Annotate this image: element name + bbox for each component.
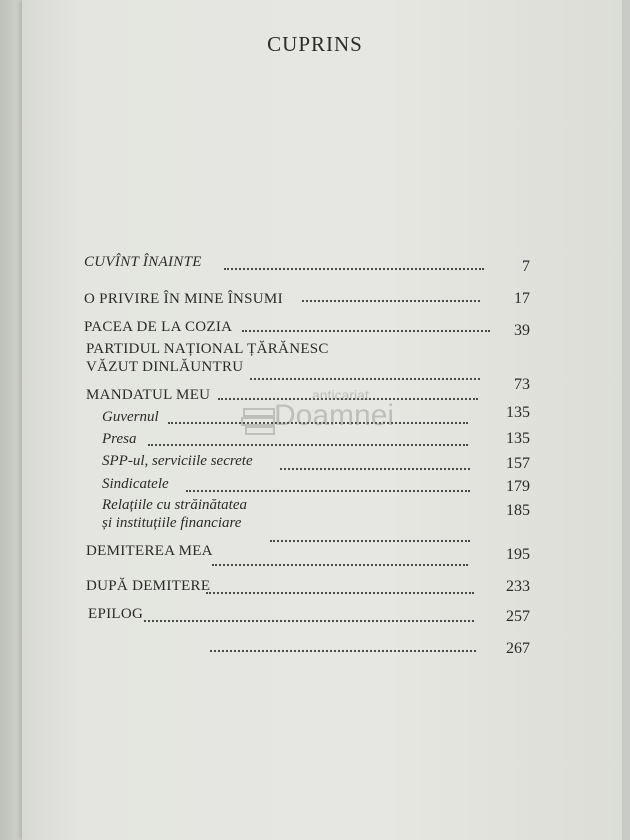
dot-leader [302, 300, 480, 302]
toc-entry-relatiile-line1: Relațiile cu străinătatea [102, 497, 247, 513]
toc-page-number: 195 [506, 546, 530, 563]
watermark-logo [240, 385, 420, 455]
toc-entry-demiterea-mea: DEMITEREA MEA [86, 543, 213, 559]
toc-page-number: 17 [514, 290, 530, 307]
dot-leader [270, 540, 470, 542]
toc-entry-spp: SPP-ul, serviciile secrete [102, 453, 253, 469]
toc-page-number: 179 [506, 478, 530, 495]
toc-page-number: 135 [506, 430, 530, 447]
dot-leader [210, 650, 476, 652]
toc-page-number: 267 [506, 640, 530, 657]
page-title: CUPRINS [267, 32, 363, 56]
dot-leader [186, 490, 470, 492]
dot-leader [280, 468, 470, 470]
toc-page-number: 233 [506, 578, 530, 595]
toc-page-number: 7 [522, 258, 530, 275]
toc-entry-partidul-line1: PARTIDUL NAȚIONAL ȚĂRĂNESC [86, 341, 329, 357]
watermark-small-text: anticariat [312, 387, 369, 403]
toc-page-number: 39 [514, 322, 530, 339]
toc-page-number: 257 [506, 608, 530, 625]
toc-entry-relatiile-line2: și instituțiile financiare [102, 515, 242, 531]
toc-entry-partidul-line2: VĂZUT DINLĂUNTRU [86, 359, 244, 375]
dot-leader [206, 592, 474, 594]
dot-leader [242, 330, 490, 332]
book-spine-shadow [0, 0, 22, 840]
toc-entry-sindicatele: Sindicatele [102, 476, 169, 492]
toc-entry-cuvint-inainte: CUVÎNT ÎNAINTE [84, 254, 202, 270]
toc-page-number: 157 [506, 455, 530, 472]
toc-page-number: 185 [506, 502, 530, 519]
toc-entry-guvernul: Guvernul [102, 409, 159, 425]
toc-entry-pacea-de-la-cozia: PACEA DE LA COZIA [84, 319, 233, 335]
watermark-big-text: Doamnei [274, 399, 395, 432]
toc-entry-presa: Presa [102, 431, 137, 447]
dot-leader [144, 620, 474, 622]
toc-entry-o-privire: O PRIVIRE ÎN MINE ÎNSUMI [84, 291, 283, 307]
toc-page-number: 73 [514, 376, 530, 393]
toc-entry-epilog: EPILOG [88, 606, 144, 622]
dot-leader [224, 268, 484, 270]
dot-leader [250, 378, 480, 380]
toc-entry-mandatul-meu: MANDATUL MEU [86, 387, 211, 403]
toc-page-number: 135 [506, 404, 530, 421]
toc-entry-dupa-demitere: DUPĂ DEMITERE [86, 578, 211, 594]
dot-leader [212, 564, 468, 566]
